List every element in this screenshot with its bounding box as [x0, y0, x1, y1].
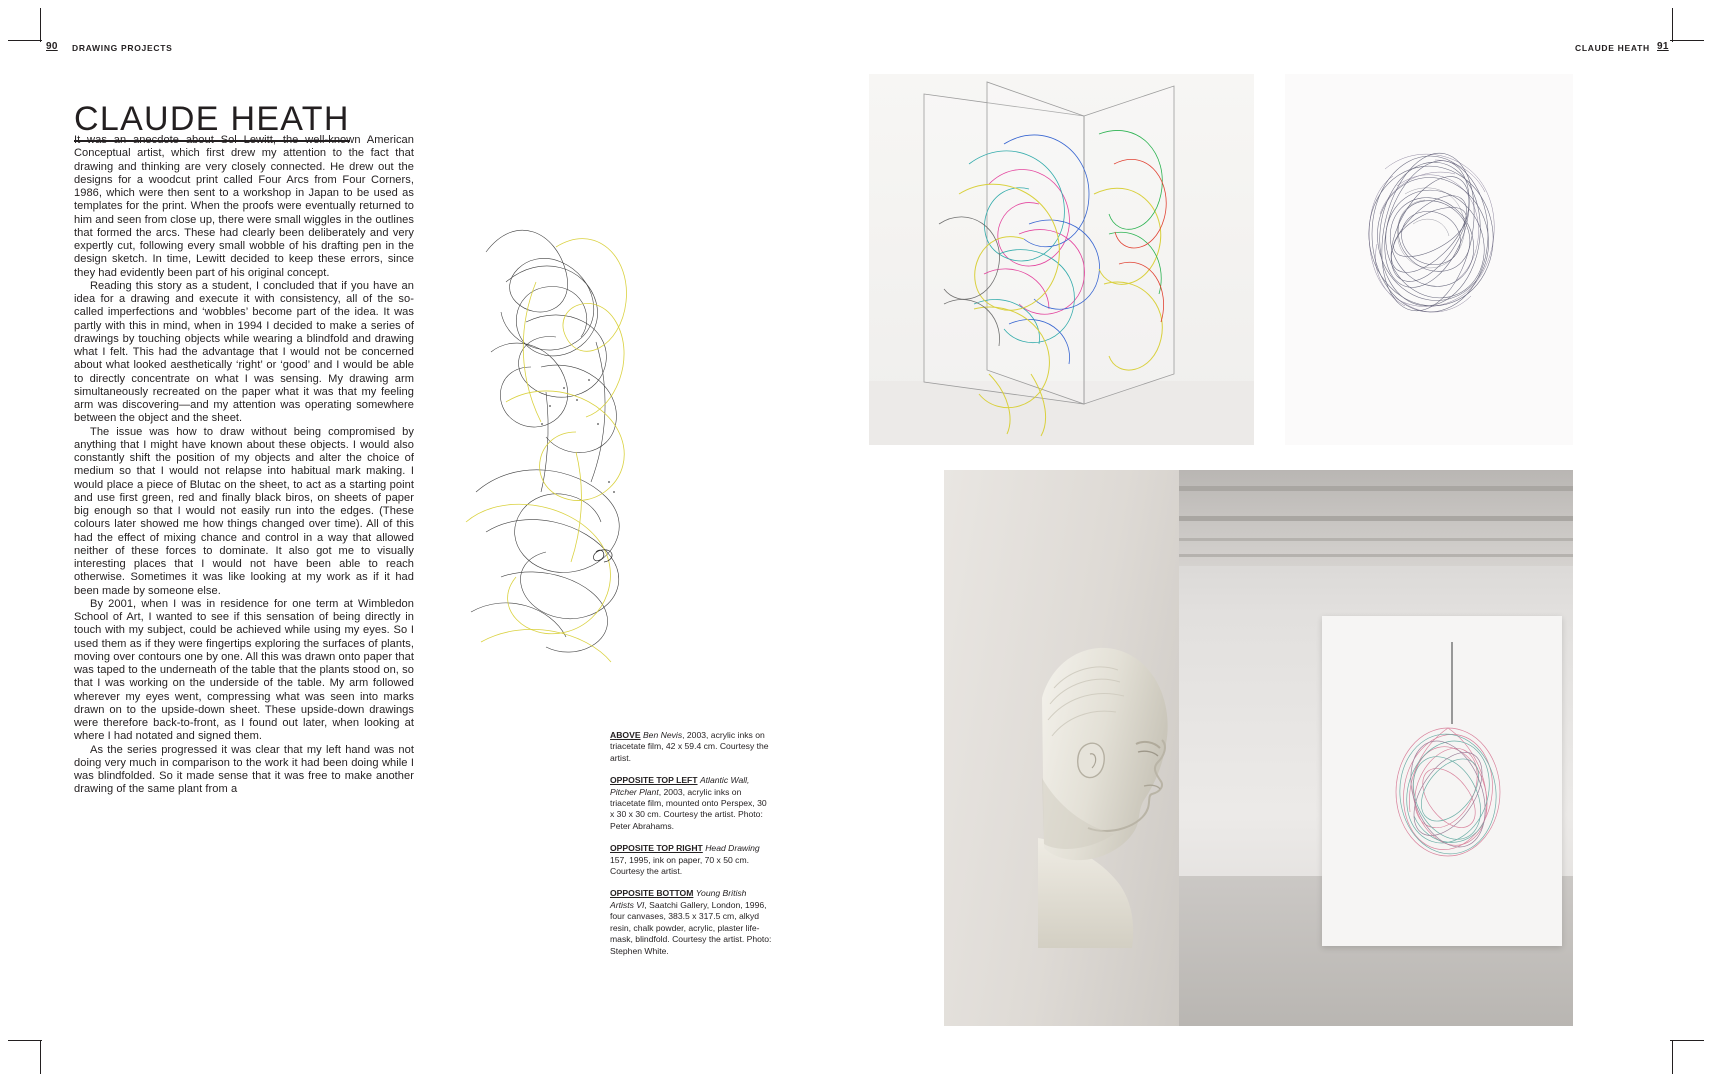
figure-young-british-artists-installation	[944, 470, 1573, 1026]
figure-ben-nevis-drawing	[446, 192, 681, 673]
head-sculpture-shape	[1032, 628, 1192, 958]
body-paragraph: The issue was how to draw without being compromised by anything that I might have known about these objects. I would also constantly shift the position of my objects and alter the choice of medium so that I would not relapse into habitual mark making. I would place a piece of Blutac on the sheet, to act as a starting point and use first green, red and finally black biros, on sheets of paper big enough so that I would not easily run into the edges. (These colours later showed me how things changed over time). All of this had the effect of mixing chance and control in a way that allowed neither of these forces to dominate. It also got me to visually interesting places that I would not have been able to reach otherwise. Sometimes it was like looking at my work as if it had been made by someone else.	[74, 425, 414, 597]
figure-head-drawing-157	[1285, 74, 1573, 445]
crop-mark	[1670, 1040, 1704, 1041]
crop-mark	[40, 8, 41, 42]
crop-mark	[1672, 8, 1673, 42]
caption-title: Young British Artists VI	[610, 888, 747, 910]
crop-mark	[1670, 40, 1704, 41]
caption-lead: ABOVE	[610, 730, 641, 740]
caption-opposite-top-right	[610, 843, 772, 877]
ceiling-beam	[1179, 516, 1573, 521]
perspex-sculpture-artwork	[869, 74, 1254, 445]
canvas-drawing-artwork	[1322, 616, 1562, 946]
ceiling-pipe	[1179, 538, 1573, 541]
hung-canvas	[1322, 616, 1562, 946]
body-paragraph: Reading this story as a student, I concluded that if you have an idea for a drawing and execute it with consistency, all of the so-called imperfections and ‘wobbles’ become part of the idea. It was partly with this in mind, when in 1994 I decided to make a series of drawings by touching objects while wearing a blindfold and drawing what I felt. This had the advantage that I would not be concerned about what looked aesthetically ‘right’ or ‘good’ and I would be able to directly concentrate on what I was sensing. My drawing arm simultaneously recreated on the paper what it was that my feeling arm was discovering—and my attention was operating somewhere between the object and the sheet.	[74, 279, 414, 425]
caption-text: 157, 1995, ink on paper, 70 x 50 cm. Courtesy the artist.	[610, 854, 750, 877]
running-head-left: DRAWING PROJECTS	[72, 43, 173, 53]
crop-mark	[8, 40, 42, 41]
ink-drawing-artwork	[446, 192, 681, 673]
figure-atlantic-wall-pitcher-plant	[869, 74, 1254, 445]
body-paragraph: As the series progressed it was clear that my left hand was not doing very much in comparison to the work it had been doing while I was blindfolded. So it made sense that it was free to make another drawing of the same plant from a	[74, 743, 414, 796]
body-text	[74, 134, 414, 797]
caption-above	[610, 730, 772, 764]
crop-mark	[40, 1040, 41, 1074]
plaster-life-mask-head	[1032, 628, 1192, 958]
caption-block	[610, 730, 772, 968]
caption-lead: OPPOSITE TOP RIGHT	[610, 843, 703, 854]
caption-text: , 2003, acrylic inks on triacetate film, mounted onto Perspex, 30 x 30 x 30 cm. Courtesy the artist. Photo: Peter Abrahams.	[610, 786, 767, 831]
head-drawing-artwork	[1285, 74, 1573, 445]
ceiling-pipe	[1179, 554, 1573, 557]
body-paragraph: By 2001, when I was in residence for one term at Wimbledon School of Art, I wanted to see if this sensation of being directly in touch with my subject, could be achieved while using my eyes. So I used them as if they were fingertips exploring the surfaces of plants, moving over contours one by one. All this was drawn onto paper that was taped to the underneath of the table that the plants stood on, so that I was working on the underside of the table. My arm followed wherever my eyes went, compressing what was seen into marks drawn on to the upside-down sheet. These upside-down drawings were therefore back-to-front, as I found out later, when looking at where I had notated and signed them.	[74, 597, 414, 743]
caption-lead: OPPOSITE TOP LEFT	[610, 775, 698, 786]
caption-opposite-top-left	[610, 775, 772, 832]
caption-title: Ben Nevis	[642, 730, 683, 740]
caption-title: Atlantic Wall, Pitcher Plant	[610, 775, 750, 797]
caption-text: , 2003, acrylic inks on triacetate film, 42 x 59.4 cm. Courtesy the artist.	[610, 730, 769, 763]
body-paragraph: It was an anecdote about Sol Lewitt, the well-known American Conceptual artist, which first drew my attention to the fact that drawing and thinking are very closely connected. He drew out the designs for a woodcut print called Four Arcs from Four Corners, 1986, which were then sent to a workshop in Japan to be used as templates for the print. When the proofs were eventually returned to him and seen from close up, there were small wiggles in the outlines that formed the arcs. These had clearly been deliberately and very expertly cut, following every small wobble of his drafting pen in the design sketch. In time, Lewitt decided to keep these errors, since they had evidently been part of his original concept.	[74, 134, 414, 279]
caption-lead: OPPOSITE BOTTOM	[610, 888, 694, 899]
caption-title: Head Drawing	[705, 843, 760, 854]
caption-text: , Saatchi Gallery, London, 1996, four canvases, 383.5 x 317.5 cm, alkyd resin, chalk powder, acrylic, plaster life-mask, blindfold. Courtesy the artist. Photo: Stephen White.	[610, 899, 772, 956]
crop-mark	[8, 1040, 42, 1041]
crop-mark	[1672, 1040, 1673, 1074]
running-head-right: CLAUDE HEATH	[1575, 43, 1650, 53]
page-title: CLAUDE HEATH	[74, 102, 350, 142]
folio-right: 91	[1657, 41, 1669, 52]
ceiling-beam	[1179, 486, 1573, 491]
folio-left: 90	[46, 41, 58, 52]
caption-opposite-bottom	[610, 888, 772, 956]
